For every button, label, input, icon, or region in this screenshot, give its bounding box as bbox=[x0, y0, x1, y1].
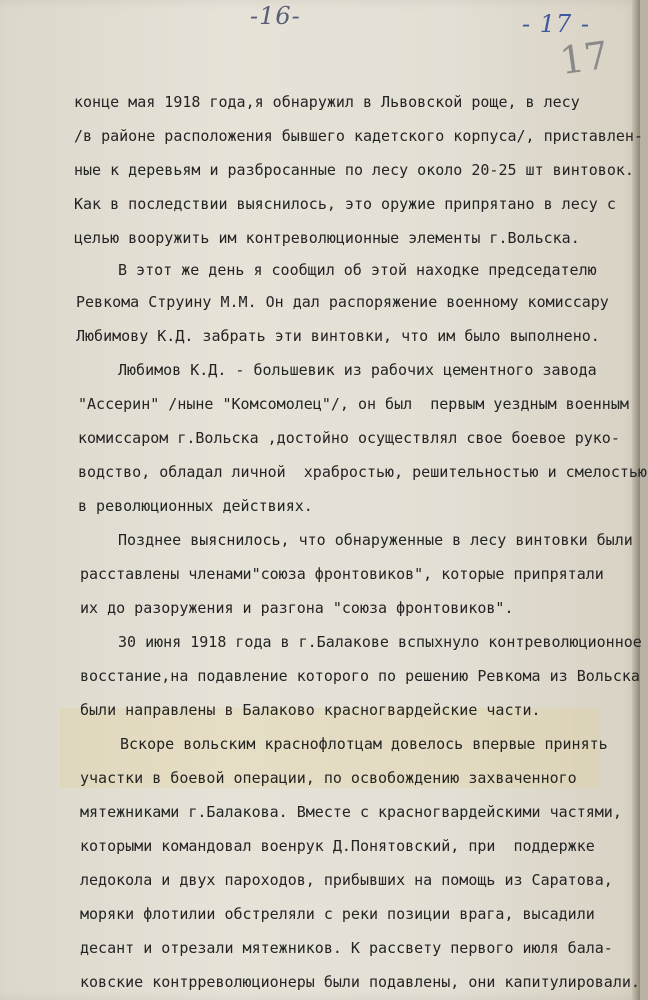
text-line: Любимову К.Д. забрать эти винтовки, что им было выполнено. bbox=[76, 327, 600, 345]
text-line: водство, обладал личной храбростью, решительностью и смелостью bbox=[78, 463, 647, 481]
text-line: комиссаром г.Вольска ,достойно осуществлял свое боевое руко- bbox=[78, 429, 620, 447]
text-line: Как в последствии выяснилось, это оружие припрятано в лесу с bbox=[74, 195, 616, 213]
text-line: мятежниками г.Балакова. Вместе с красногвардейскими частями, bbox=[80, 803, 622, 821]
text-line: целью вооружить им контреволюционные элементы г.Вольска. bbox=[74, 229, 580, 247]
page-number-pencil: 17 bbox=[557, 32, 612, 84]
text-line: конце мая 1918 года,я обнаружил в Львовской роще, в лесу bbox=[74, 93, 580, 111]
text-line: 30 июня 1918 года в г.Балакове вспыхнуло контреволюционное bbox=[118, 633, 642, 651]
text-line: в революционных действиях. bbox=[78, 497, 313, 515]
text-line: ные к деревьям и разбросанные по лесу около 20-25 шт винтовок. bbox=[74, 161, 634, 179]
text-line: /в районе расположения бывшего кадетского корпуса/, приставлен- bbox=[74, 127, 643, 145]
text-line: их до разоружения и разгона "союза фронтовиков". bbox=[80, 599, 514, 617]
text-line: десант и отрезали мятежников. К рассвету первого июля бала- bbox=[80, 939, 613, 957]
page-number-left: -16- bbox=[250, 2, 301, 30]
text-line: Любимов К.Д. - большевик из рабочих цементного завода bbox=[118, 361, 597, 379]
text-line: "Ассерин" /ныне "Комсомолец"/, он был первым уездным военным bbox=[78, 395, 629, 413]
text-line: восстание,на подавление которого по решению Ревкома из Вольска bbox=[80, 667, 640, 685]
text-line: Вскоре вольским краснофлотцам довелось впервые принять bbox=[120, 735, 608, 753]
text-line: моряки флотилии обстреляли с реки позиции врага, высадили bbox=[80, 905, 595, 923]
text-line: ковские контрреволюционеры были подавлены, они капитулировали. bbox=[80, 973, 640, 991]
text-line: которыми командовал военрук Д.Понятовский, при поддержке bbox=[80, 837, 595, 855]
text-line: расставлены членами"союза фронтовиков", которые припрятали bbox=[80, 565, 604, 583]
text-line: Позднее выяснилось, что обнаруженные в лесу винтовки были bbox=[118, 531, 633, 549]
text-line: были направлены в Балаково красногвардейские части. bbox=[80, 701, 541, 719]
page-number-right: - 17 - bbox=[522, 10, 591, 38]
text-line: участки в боевой операции, по освобождению захваченного bbox=[80, 769, 577, 787]
text-line: Ревкома Струину М.М. Он дал распоряжение военному комиссару bbox=[76, 293, 609, 311]
text-line: ледокола и двух пароходов, прибывших на помощь из Саратова, bbox=[80, 871, 613, 889]
text-line: В этот же день я сообщил об этой находке председателю bbox=[118, 261, 597, 279]
